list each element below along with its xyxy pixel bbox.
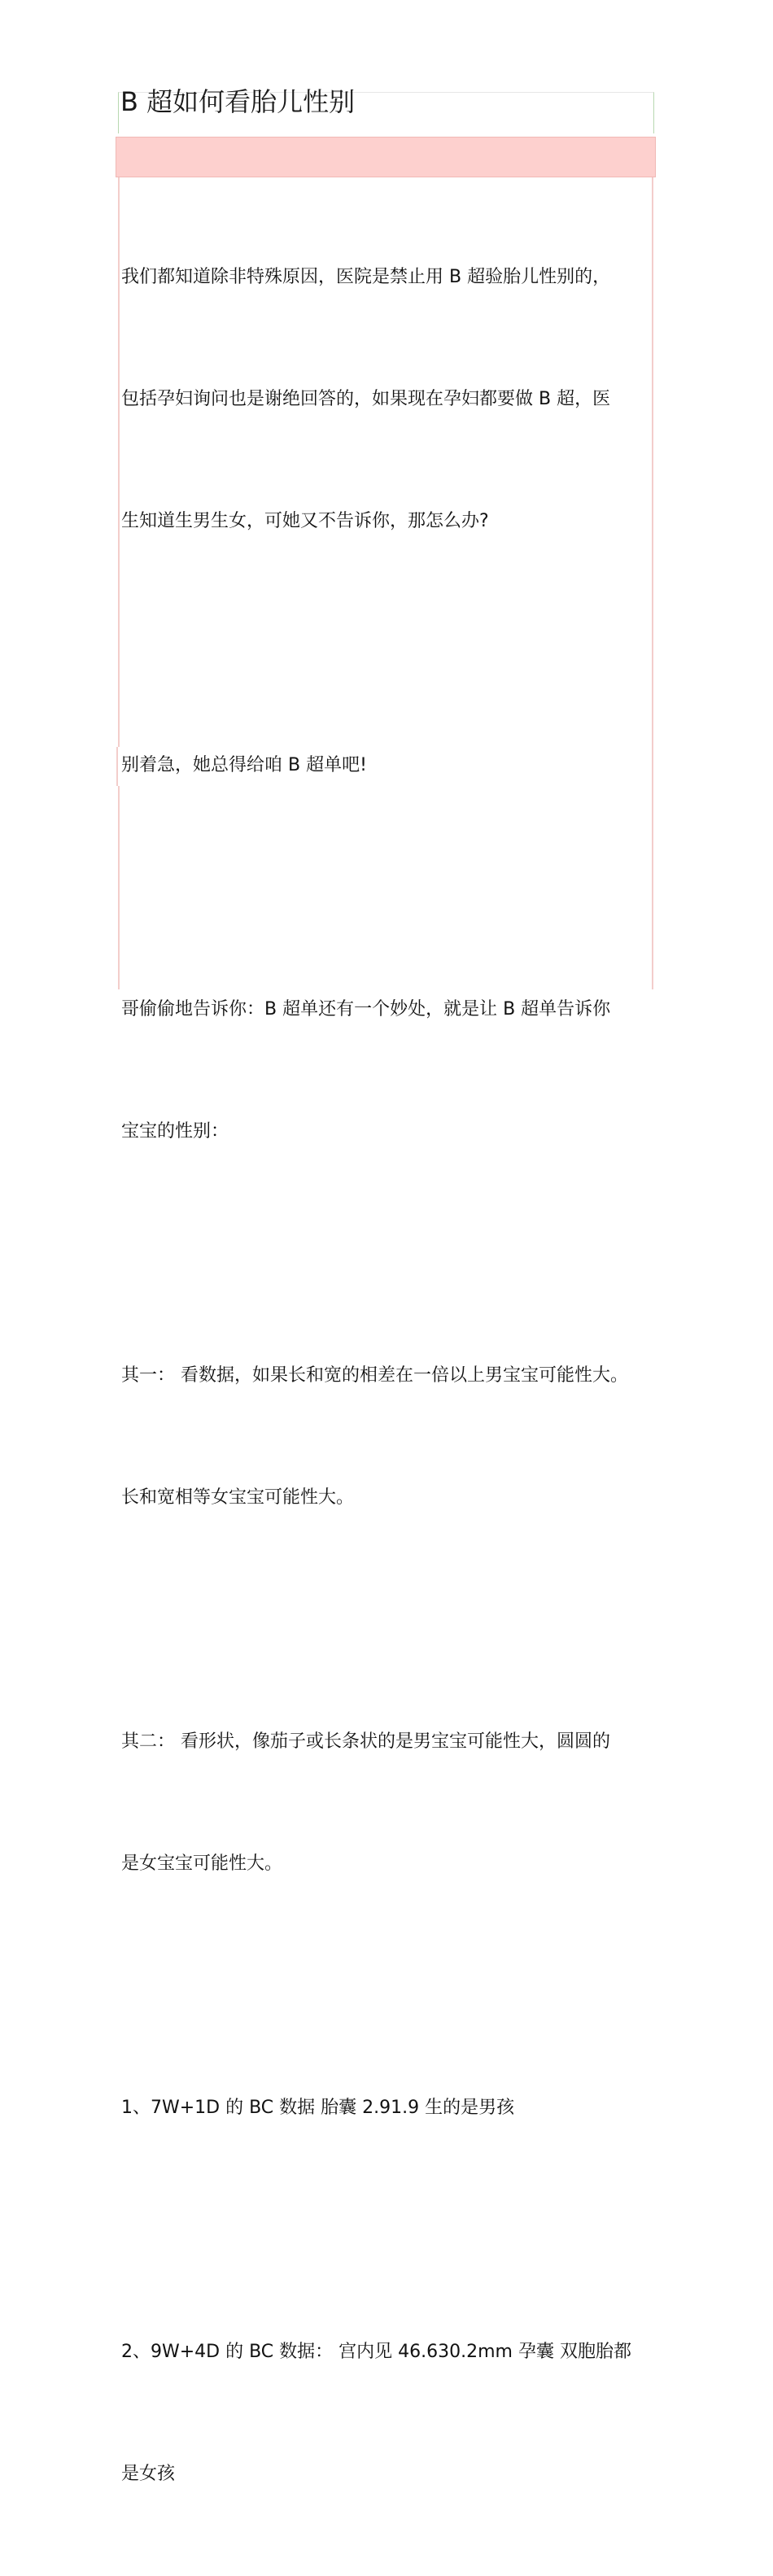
paragraph-line: 是女孩 (121, 2464, 176, 2484)
paragraph-line: 我们都知道除非特殊原因，医院是禁止用 B 超验胎儿性别的， (121, 267, 611, 287)
paragraph-intro (121, 176, 666, 623)
paragraph-line: 2、9W+4D 的 BC 数据： 宫内见 46.630.2mm 孕囊 双胞胎都 (121, 2342, 631, 2362)
paragraph-method-two (121, 1640, 666, 1966)
paragraph-dont-worry (121, 664, 666, 867)
content-frame-left (118, 177, 120, 747)
paragraph-line: 生知道生男生女，可她又不告诉你，那怎么办? (121, 511, 489, 531)
title-underline-band (116, 137, 656, 177)
paragraph-line: 长和宽相等女宝宝可能性大。 (121, 1487, 355, 1508)
content-frame-left-notch (116, 747, 118, 786)
paragraph-secret (121, 908, 666, 1233)
paragraph-line: 是女宝宝可能性大。 (121, 1853, 283, 1874)
paragraph-line: 1、7W+1D 的 BC 数据 胎囊 2.91.9 生的是男孩 (121, 2098, 515, 2118)
paragraph-line: 别着急，她总得给咱 B 超单吧! (121, 755, 367, 775)
paragraph-line: 包括孕妇询问也是谢绝回答的，如果现在孕妇都要做 B 超，医 (121, 389, 611, 409)
content-frame-left-lower (118, 786, 120, 989)
paragraph-line: 宝宝的性别： (121, 1121, 229, 1142)
paragraph-method-one (121, 1274, 666, 1600)
paragraph-example-two (121, 2251, 666, 2576)
article-body (121, 176, 666, 2576)
paragraph-line: 哥偷偷地告诉你：B 超单还有一个妙处，就是让 B 超单告诉你 (121, 999, 611, 1019)
paragraph-line: 其二： 看形状，像茄子或长条状的是男宝宝可能性大，圆圆的 (121, 1731, 610, 1752)
paragraph-line: 其一： 看数据，如果长和宽的相差在一倍以上男宝宝可能性大。 (121, 1365, 628, 1386)
paragraph-example-one (121, 2006, 666, 2210)
page-title: B 超如何看胎儿性别 (120, 86, 356, 117)
